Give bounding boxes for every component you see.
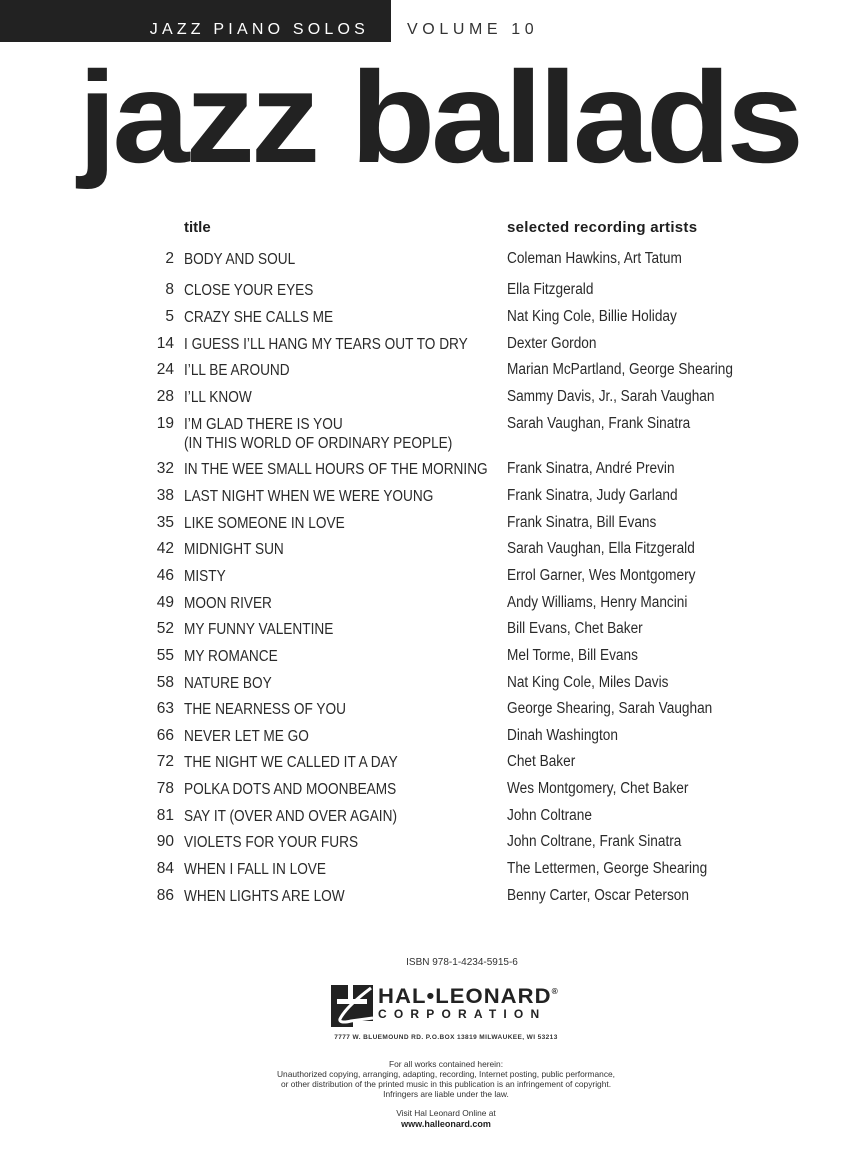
page-number: 32 [156, 460, 174, 477]
song-title [184, 308, 333, 327]
page-number: 72 [156, 753, 174, 770]
recording-artists: George Shearing, Sarah Vaughan [507, 700, 713, 717]
song-title-line1: I’LL KNOW [184, 389, 252, 406]
song-title [184, 514, 345, 533]
page-number: 86 [156, 887, 174, 904]
recording-artists: Sarah Vaughan, Ella Fitzgerald [507, 540, 695, 557]
series-label: JAZZ PIANO SOLOS [149, 21, 369, 38]
page-number: 35 [156, 514, 174, 531]
recording-artists: John Coltrane [507, 807, 592, 824]
song-title [184, 647, 278, 666]
book-title: jazz ballads [78, 44, 800, 190]
column-header-artists: selected recording artists [507, 219, 698, 236]
page-number: 58 [156, 674, 174, 691]
song-title [184, 361, 290, 380]
song-title [184, 780, 396, 799]
recording-artists: Andy Williams, Henry Mancini [507, 594, 688, 611]
page-number: 5 [165, 308, 174, 325]
page-number: 55 [156, 647, 174, 664]
page-number: 52 [156, 620, 174, 637]
song-title [184, 487, 433, 506]
song-title [184, 674, 272, 693]
page-number: 2 [165, 250, 174, 267]
recording-artists: Sarah Vaughan, Frank Sinatra [507, 415, 691, 432]
recording-artists: Nat King Cole, Miles Davis [507, 674, 669, 691]
recording-artists: John Coltrane, Frank Sinatra [507, 833, 682, 850]
recording-artists: Frank Sinatra, André Previn [507, 460, 675, 477]
publisher-name: HAL•LEONARD® [378, 985, 559, 1008]
hal-leonard-logo-icon [331, 985, 373, 1027]
recording-artists: Mel Torme, Bill Evans [507, 647, 638, 664]
song-title-line1: I GUESS I’LL HANG MY TEARS OUT TO DRY [184, 336, 468, 353]
song-title [184, 700, 346, 719]
page-number: 19 [156, 415, 174, 432]
song-title [184, 594, 272, 613]
page-number: 66 [156, 727, 174, 744]
recording-artists: Ella Fitzgerald [507, 281, 594, 298]
recording-artists: Errol Garner, Wes Montgomery [507, 567, 696, 584]
recording-artists: Frank Sinatra, Bill Evans [507, 514, 657, 531]
recording-artists: The Lettermen, George Shearing [507, 860, 708, 877]
song-title-line2: (IN THIS WORLD OF ORDINARY PEOPLE) [184, 435, 453, 452]
song-title-line1: LIKE SOMEONE IN LOVE [184, 515, 345, 532]
publisher-logo [331, 985, 581, 1027]
recording-artists: Wes Montgomery, Chet Baker [507, 780, 689, 797]
song-title [184, 833, 358, 852]
recording-artists: Nat King Cole, Billie Holiday [507, 308, 677, 325]
song-title-line1: NEVER LET ME GO [184, 728, 309, 745]
song-title-line1: LAST NIGHT WHEN WE WERE YOUNG [184, 488, 434, 505]
legal-line: Infringers are liable under the law. [383, 1089, 509, 1099]
song-title [184, 887, 345, 906]
song-title [184, 753, 398, 772]
recording-artists: Dexter Gordon [507, 335, 597, 352]
song-title-line1: VIOLETS FOR YOUR FURS [184, 834, 359, 851]
page-number: 46 [156, 567, 174, 584]
page-number: 8 [165, 281, 174, 298]
song-title [184, 807, 397, 826]
song-title-line1: MY ROMANCE [184, 648, 278, 665]
publisher-corporation: CORPORATION [378, 1007, 547, 1021]
page-number: 81 [156, 807, 174, 824]
page-number: 28 [156, 388, 174, 405]
page-number: 38 [156, 487, 174, 504]
recording-artists: Benny Carter, Oscar Peterson [507, 887, 689, 904]
song-title-line1: CLOSE YOUR EYES [184, 282, 314, 299]
recording-artists: Dinah Washington [507, 727, 618, 744]
website-link[interactable]: www.halleonard.com [401, 1119, 491, 1129]
recording-artists: Coleman Hawkins, Art Tatum [507, 250, 682, 267]
song-title-line1: THE NIGHT WE CALLED IT A DAY [184, 754, 398, 771]
legal-line: Unauthorized copying, arranging, adapting, recording, Internet posting, public performance, [277, 1069, 615, 1079]
publisher-address: 7777 W. BLUEMOUND RD. P.O.BOX 13819 MILWAUKEE, WI 53213 [334, 1034, 558, 1041]
recording-artists: Bill Evans, Chet Baker [507, 620, 643, 637]
song-title [184, 250, 295, 269]
song-title-line1: I’M GLAD THERE IS YOU [184, 416, 343, 433]
song-title-line1: NATURE BOY [184, 675, 272, 692]
song-title-line1: WHEN I FALL IN LOVE [184, 861, 326, 878]
song-title-line1: MISTY [184, 568, 226, 585]
song-title [184, 540, 284, 559]
page-number: 90 [156, 833, 174, 850]
song-title-line1: MY FUNNY VALENTINE [184, 621, 334, 638]
page-number: 24 [156, 361, 174, 378]
isbn: ISBN 978-1-4234-5915-6 [406, 957, 518, 968]
series-header-bar [0, 0, 391, 42]
copyright-notice [0, 1059, 864, 1099]
song-title-line1: CRAZY SHE CALLS ME [184, 309, 334, 326]
song-title [184, 460, 488, 479]
volume-label: VOLUME 10 [407, 21, 539, 38]
song-title [184, 281, 313, 300]
recording-artists: Frank Sinatra, Judy Garland [507, 487, 678, 504]
song-title [184, 335, 468, 354]
song-title-line1: IN THE WEE SMALL HOURS OF THE MORNING [184, 461, 488, 478]
legal-line: or other distribution of the printed music in this publication is an infringement of copyright. [280, 1079, 612, 1089]
page-number: 49 [156, 594, 174, 611]
song-title [184, 567, 226, 586]
song-title-line1: SAY IT (OVER AND OVER AGAIN) [184, 808, 398, 825]
recording-artists: Sammy Davis, Jr., Sarah Vaughan [507, 388, 715, 405]
song-title-line1: THE NEARNESS OF YOU [184, 701, 346, 718]
page-number: 14 [156, 335, 174, 352]
visit-text: Visit Hal Leonard Online at [396, 1108, 496, 1118]
song-title-line1: POLKA DOTS AND MOONBEAMS [184, 781, 397, 798]
column-header-title: title [184, 219, 211, 236]
song-title-line1: I’LL BE AROUND [184, 362, 290, 379]
song-title-line1: MOON RIVER [184, 595, 272, 612]
page-number: 63 [156, 700, 174, 717]
legal-line: For all works contained herein: [388, 1059, 504, 1069]
song-title [184, 620, 333, 639]
song-title-line1: BODY AND SOUL [184, 251, 296, 268]
song-title [184, 727, 309, 746]
page-number: 78 [156, 780, 174, 797]
song-title [184, 388, 252, 407]
visit-online [0, 1108, 864, 1130]
song-title-line1: WHEN LIGHTS ARE LOW [184, 888, 345, 905]
song-title [184, 860, 326, 879]
page-number: 84 [156, 860, 174, 877]
song-title [184, 415, 452, 453]
page-number: 42 [156, 540, 174, 557]
song-title-line1: MIDNIGHT SUN [184, 541, 284, 558]
recording-artists: Chet Baker [507, 753, 576, 770]
recording-artists: Marian McPartland, George Shearing [507, 361, 733, 378]
